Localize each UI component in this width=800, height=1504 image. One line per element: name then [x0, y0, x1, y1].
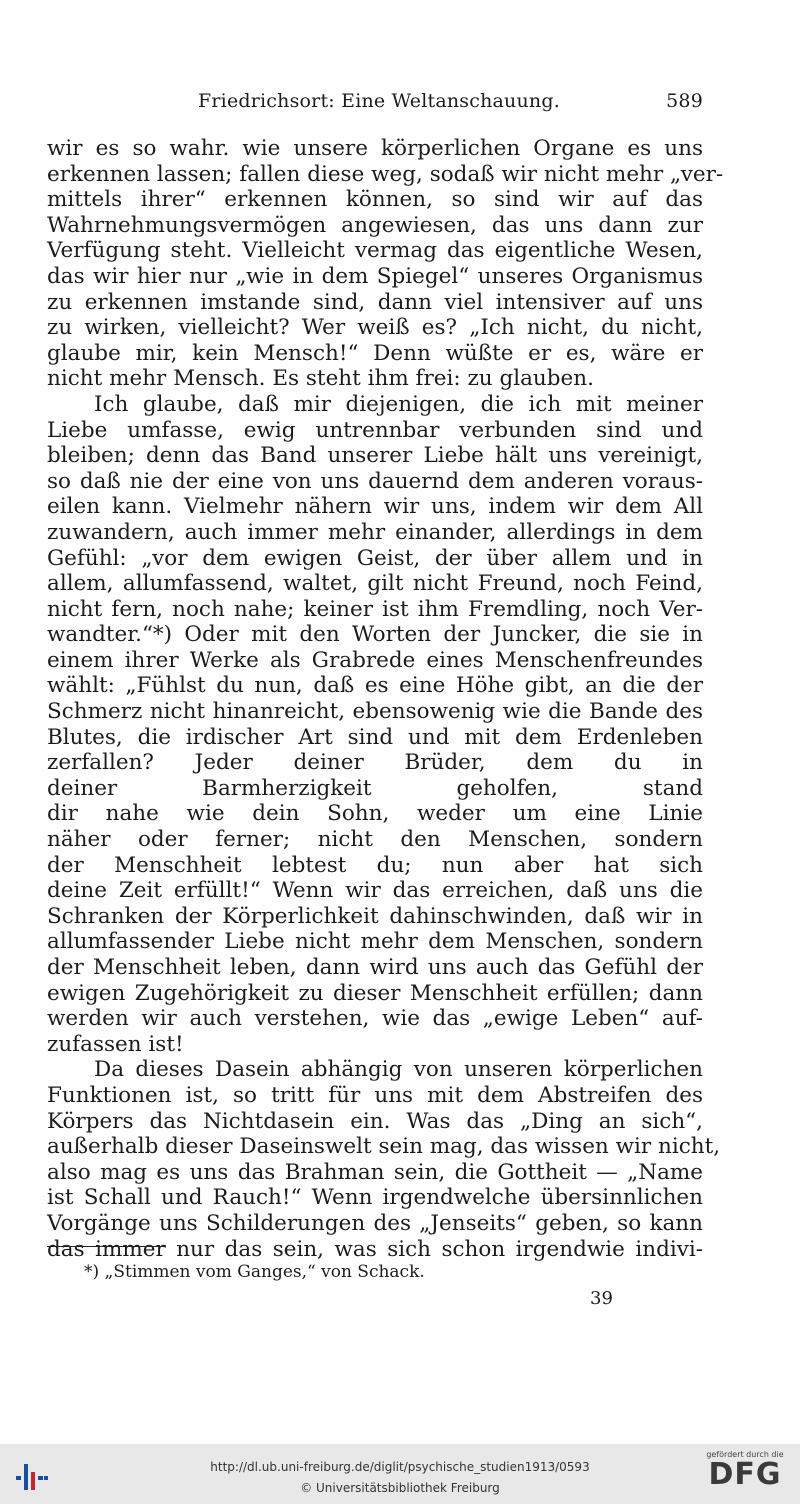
text-line: ist Schall und Rauch!“ Wenn irgendwelche übersinnlichen: [47, 1185, 703, 1211]
text-line: zu wirken, vielleicht? Wer weiß es? „Ich nicht, du nicht,: [47, 315, 703, 341]
footnote-rule: [47, 1246, 165, 1247]
text-line: Körpers das Nichtdasein ein. Was das „Ding an sich“,: [47, 1108, 703, 1134]
text-line: allumfassender Liebe nicht mehr dem Menschen, sondern: [47, 929, 703, 955]
signature-mark: 39: [590, 1288, 613, 1309]
text-line: eilen kann. Vielmehr nähern wir uns, indem wir dem All: [47, 494, 703, 520]
dfg-wordmark: DFG: [708, 1457, 782, 1492]
text-line: also mag es uns das Brahman sein, die Gottheit — „Name: [47, 1159, 703, 1185]
text-line: zuwandern, auch immer mehr einander, allerdings in dem: [47, 519, 703, 545]
text-line: das wir hier nur „wie in dem Spiegel“ unseres Organismus: [47, 263, 703, 289]
text-line: dir nahe wie dein Sohn, weder um eine Linie: [47, 801, 703, 827]
text-line: Schranken der Körperlichkeit dahinschwinden, daß wir in: [47, 903, 703, 929]
text-line: Ich glaube, daß mir diejenigen, die ich mit meiner: [94, 391, 703, 417]
text-line: ewigen Zugehörigkeit zu dieser Menschheit erfüllen; dann: [47, 980, 703, 1006]
text-line: zufassen ist!: [47, 1031, 184, 1057]
text-line: Blutes, die irdischer Art sind und mit dem Erdenleben: [47, 724, 703, 750]
text-line: bleiben; denn das Band unserer Liebe hält uns vereinigt,: [47, 443, 703, 469]
text-line: nicht mehr Mensch. Es steht ihm frei: zu glauben.: [47, 366, 594, 392]
body-text: [47, 136, 724, 1262]
text-line: einem ihrer Werke als Grabrede eines Menschenfreundes: [47, 647, 703, 673]
text-line: deine Zeit erfüllt!“ Wenn wir das erreichen, daß uns die: [47, 878, 703, 904]
text-line: das immer nur das sein, was sich schon irgendwie indivi-: [47, 1236, 703, 1262]
copyright-notice: © Universitätsbibliothek Freiburg: [300, 1481, 500, 1495]
text-line: Wahrnehmungsvermögen angewiesen, das uns dann zur: [47, 212, 703, 238]
text-line: Funktionen ist, so tritt für uns mit dem Abstreifen des: [47, 1082, 703, 1108]
permalink-url[interactable]: http://dl.ub.uni-freiburg.de/diglit/psychische_studien1913/0593: [210, 1460, 590, 1474]
text-line: Schmerz nicht hinanreicht, ebensowenig wie die Bande des: [47, 699, 703, 725]
text-line: nicht fern, noch nahe; keiner ist ihm Fremdling, noch Ver-: [47, 596, 703, 622]
running-head-title: Friedrichsort: Eine Weltanschauung.: [198, 90, 560, 112]
text-line: so daß nie der eine von uns dauernd dem anderen voraus-: [47, 468, 703, 494]
text-line: allem, allumfassend, waltet, gilt nicht Freund, noch Feind,: [47, 571, 703, 597]
dfg-funding-text: gefördert durch die: [706, 1450, 784, 1459]
text-line: zu erkennen imstande sind, dann viel intensiver auf uns: [47, 289, 703, 315]
text-line: werden wir auch verstehen, wie das „ewige Leben“ auf-: [47, 1006, 703, 1032]
text-line: glaube mir, kein Mensch!“ Denn wüßte er es, wäre er: [47, 340, 703, 366]
viewer-footer: [0, 1444, 800, 1504]
text-line: Gefühl: „vor dem ewigen Geist, der über allem und in: [47, 545, 703, 571]
text-line: Vorgänge uns Schilderungen des „Jenseits“ geben, so kann: [47, 1210, 703, 1236]
text-line: der Menschheit lebtest du; nun aber hat sich: [47, 852, 703, 878]
text-line: der Menschheit leben, dann wird uns auch das Gefühl der: [47, 955, 703, 980]
text-line: mittels ihrer“ erkennen können, so sind wir auf das: [47, 187, 703, 213]
text-line: Da dieses Dasein abhängig von unseren körperlichen: [94, 1057, 703, 1083]
text-line: erkennen lassen; fallen diese weg, sodaß wir nicht mehr „ver-: [47, 161, 724, 187]
text-line: außerhalb dieser Daseinswelt sein mag, das wissen wir nicht,: [47, 1134, 721, 1160]
text-line: näher oder ferner; nicht den Menschen, sondern: [47, 827, 703, 853]
page-number: 589: [666, 90, 703, 112]
footnote: *) „Stimmen vom Ganges,“ von Schack.: [84, 1262, 425, 1282]
text-line: wandter.“*) Oder mit den Worten der Juncker, die sie in: [47, 622, 703, 648]
text-line: wählt: „Fühlst du nun, daß es eine Höhe gibt, an die der: [47, 673, 703, 699]
text-line: Verfügung steht. Vielleicht vermag das eigentliche Wesen,: [47, 238, 703, 264]
text-line: deiner Barmherzigkeit geholfen, stand: [47, 775, 703, 801]
text-line: Liebe umfasse, ewig untrennbar verbunden sind und: [47, 417, 703, 443]
text-line: wir es so wahr. wie unsere körperlichen Organe es uns: [47, 136, 703, 161]
text-line: zerfallen? Jeder deiner Brüder, dem du in: [47, 750, 703, 776]
dfg-logo: [700, 1450, 790, 1500]
